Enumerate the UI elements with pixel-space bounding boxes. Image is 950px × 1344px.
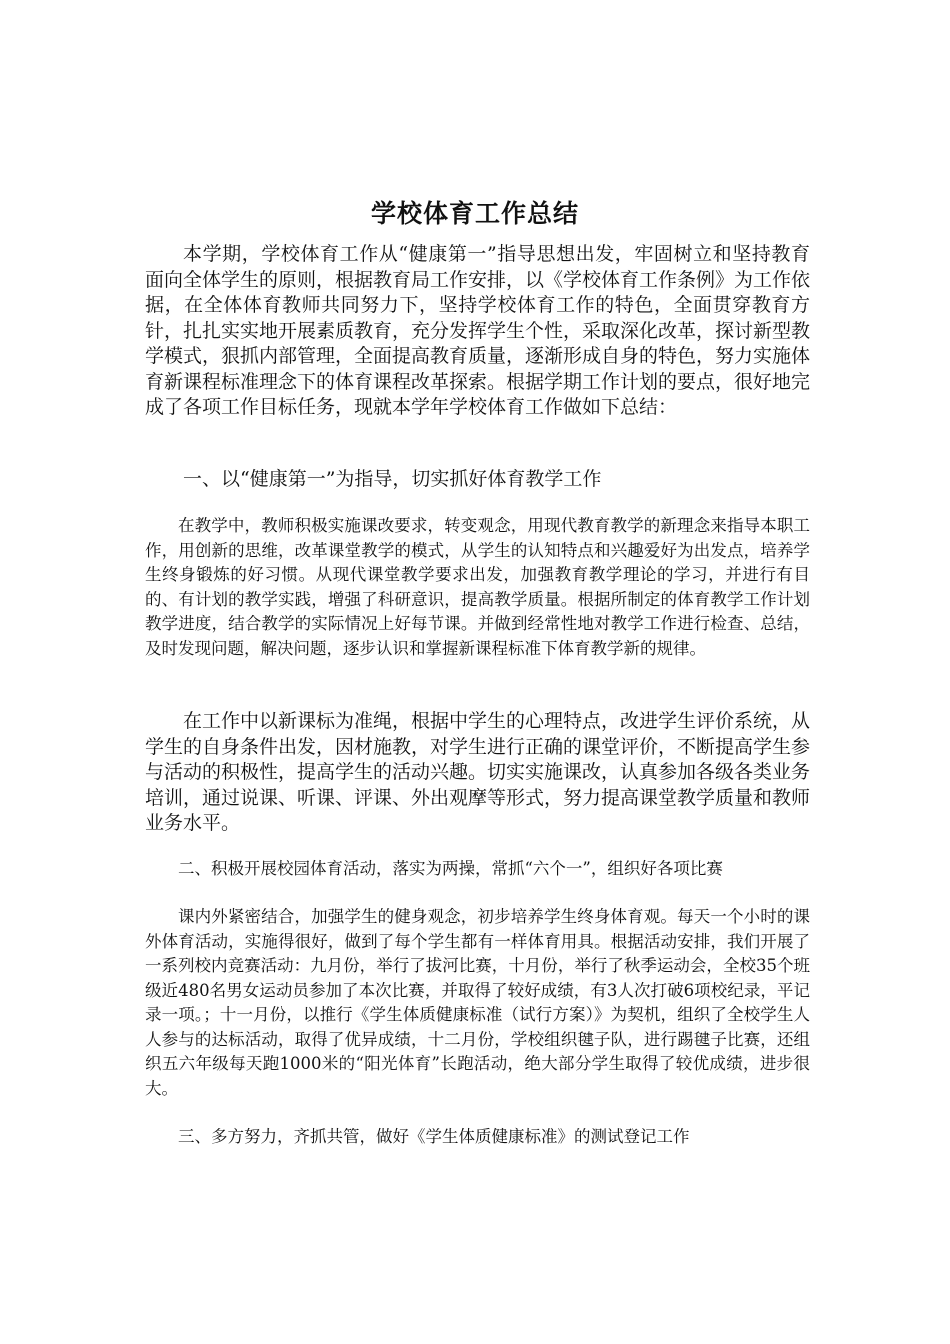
section-2-heading: 二、积极开展校园体育活动，落实为两操，常抓“六个一”，组织好各项比赛 — [178, 859, 723, 878]
intro-paragraph: 本学期，学校体育工作从“健康第一”指导思想出发，牢固树立和坚持教育面向全体学生的原则，根据教育局工作安排，以《学校体育工作条例》为工作依据，在全体体育教师共同努力下，坚持学校体育工作的特色，全面贯穿教育方针，扎扎实实地开展素质教育，充分发挥学生个性，采取深化改革，探讨新型教学模式，狠抓内部管理，全面提高教育质量，逐渐形成自身的特色，努力实施体育新课程标准理念下的体育课程改革探索。根据学期工作计划的要点，很好地完成了各项工作目标任务，现就本学年学校体育工作做如下总结： — [145, 243, 811, 418]
section-1-paragraph-1: 在教学中，教师积极实施课改要求，转变观念，用现代教育教学的新理念来指导本职工作，用创新的思维，改革课堂教学的模式，从学生的认知特点和兴趣爱好为出发点，培养学生终身锻炼的好习惯。从现代课堂教学要求出发，加强教育教学理论的学习，并进行有目的、有计划的教学实践，增强了科研意识，提高教学质量。根据所制定的体育教学工作计划教学进度，结合教学的实际情况上好每节课。并做到经常性地对教学工作进行检查、总结，及时发现问题，解决问题，逐步认识和掌握新课程标准下体育教学新的规律。 — [145, 516, 810, 658]
section-3-heading: 三、多方努力，齐抓共管，做好《学生体质健康标准》的测试登记工作 — [178, 1127, 690, 1146]
section-1-paragraph-2: 在工作中以新课标为准绳，根据中学生的心理特点，改进学生评价系统，从学生的自身条件出发，因材施教，对学生进行正确的课堂评价，不断提高学生参与活动的积极性，提高学生的活动兴趣。切实实施课改，认真参加各级各类业务培训，通过说课、听课、评课、外出观摩等形式，努力提高课堂教学质量和教师业务水平。 — [145, 710, 811, 834]
section-1-heading: 一、以“健康第一”为指导，切实抓好体育教学工作 — [183, 468, 602, 490]
section-2-paragraph-1: 课内外紧密结合，加强学生的健身观念，初步培养学生终身体育观。每天一个小时的课外体育活动，实施得很好，做到了每个学生都有一样体育用具。根据活动安排，我们开展了一系列校内竞赛活动：九月份，举行了拔河比赛，十月份，举行了秋季运动会，全校35个班级近480名男女运动员参加了本次比赛，并取得了较好成绩，有3人次打破6项校纪录，平记录一项。；十一月份，以推行《学生体质健康标准（试行方案）》为契机，组织了全校学生人人参与的达标活动，取得了优异成绩，十二月份，学校组织毽子队，进行踢毽子比赛，还组织五六年级每天跑1000米的“阳光体育”长跑活动，绝大部分学生取得了较优成绩，进步很大。 — [145, 907, 810, 1098]
document-title: 学校体育工作总结 — [370, 198, 579, 228]
